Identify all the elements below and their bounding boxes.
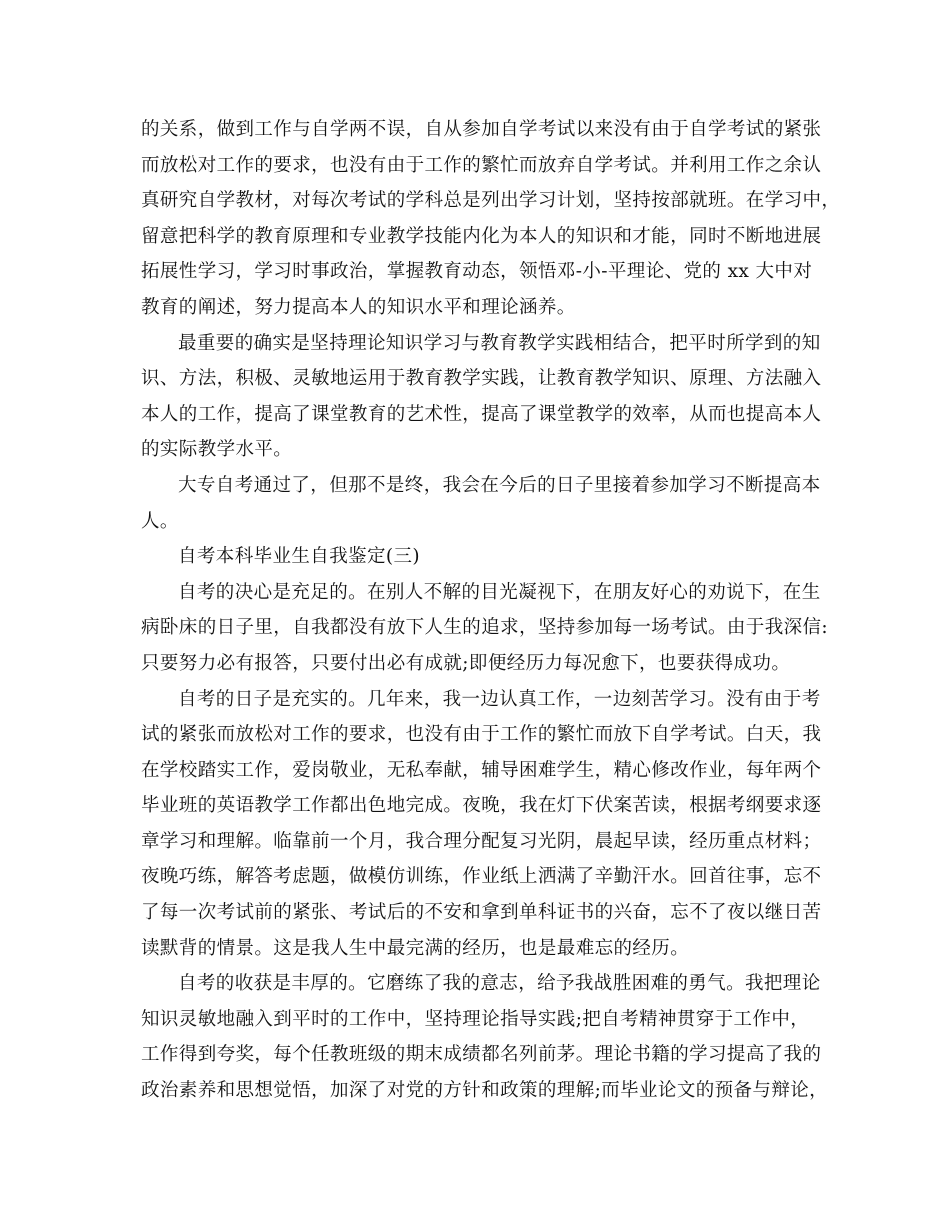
paragraph-first-line: 自考的决心是充足的。在别人不解的目光凝视下，在朋友好心的劝说下，在生: [178, 581, 821, 603]
text-line: 识、方法，积极、灵敏地运用于教育教学实践，让教育教学知识、原理、方法融入: [141, 368, 822, 390]
text-line: 知识灵敏地融入到平时的工作中，坚持理论指导实践;把自考精神贯穿于工作中，: [141, 1008, 810, 1030]
section-heading: 自考本科毕业生自我鉴定(三): [178, 546, 421, 568]
paragraph-first-line: 自考的日子是充实的。几年来，我一边认真工作，一边刻苦学习。没有由于考: [178, 688, 821, 710]
text-line: 毕业班的英语教学工作都出色地完成。夜晚，我在灯下伏案苦读，根据考纲要求逐: [141, 795, 822, 817]
text-line: 病卧床的日子里，自我都没有放下人生的追求，坚持参加每一场考试。由于我深信:: [141, 617, 829, 639]
paragraph-first-line: 自考的收获是丰厚的。它磨练了我的意志，给予我战胜困难的勇气。我把理论: [178, 973, 821, 995]
text-line: 真研究自学教材，对每次考试的学科总是列出学习计划，坚持按部就班。在学习中，: [141, 190, 841, 212]
text-line: 夜晚巧练，解答考虑题，做模仿训练，作业纸上洒满了辛勤汗水。回首往事，忘不: [141, 866, 822, 888]
text-line: 留意把科学的教育原理和专业教学技能内化为本人的知识和才能，同时不断地进展: [141, 225, 822, 247]
text-line: 章学习和理解。临靠前一个月，我合理分配复习光阴，晨起早读，经历重点材料；: [141, 830, 822, 852]
text-line: 政治素养和思想觉悟，加深了对党的方针和政策的理解;而毕业论文的预备与辩论，: [141, 1080, 829, 1102]
text-line: 本人的工作，提高了课堂教育的艺术性，提高了课堂教学的效率，从而也提高本人: [141, 403, 822, 425]
text-line: 工作得到夸奖，每个任教班级的期末成绩都名列前茅。理论书籍的学习提高了我的: [141, 1044, 822, 1066]
text-line: 的实际教学水平。: [141, 439, 293, 461]
text-line: 在学校踏实工作，爱岗敬业，无私奉献，辅导困难学生，精心修改作业，每年两个: [141, 759, 822, 781]
text-line: 拓展性学习，学习时事政治，掌握教育动态，领悟邓-小-平理论、党的 xx 大中对: [141, 261, 813, 283]
text-line: 了每一次考试前的紧张、考试后的不安和拿到单科证书的兴奋，忘不了夜以继日苦: [141, 902, 822, 924]
text-line: 的关系，做到工作与自学两不误，自从参加自学考试以来没有由于自学考试的紧张: [141, 119, 822, 140]
text-line: 教育的阐述，努力提高本人的知识水平和理论涵养。: [141, 296, 576, 318]
text-line: 只要努力必有报答，只要付出必有成就;即便经历力每况愈下，也要获得成功。: [141, 652, 791, 674]
document-body: [141, 112, 841, 1109]
paragraph-first-line: 大专自考通过了，但那不是终，我会在今后的日子里接着参加学习不断提高本: [178, 474, 821, 496]
text-line: 人。: [141, 510, 179, 532]
paragraph-first-line: 最重要的确实是坚持理论知识学习与教育教学实践相结合，把平时所学到的知: [178, 332, 821, 354]
text-line: 读默背的情景。这是我人生中最完满的经历，也是最难忘的经历。: [141, 937, 690, 959]
text-line: 而放松对工作的要求，也没有由于工作的繁忙而放弃自学考试。并利用工作之余认: [141, 154, 822, 176]
text-line: 试的紧张而放松对工作的要求，也没有由于工作的繁忙而放下自学考试。白天，我: [141, 724, 822, 746]
